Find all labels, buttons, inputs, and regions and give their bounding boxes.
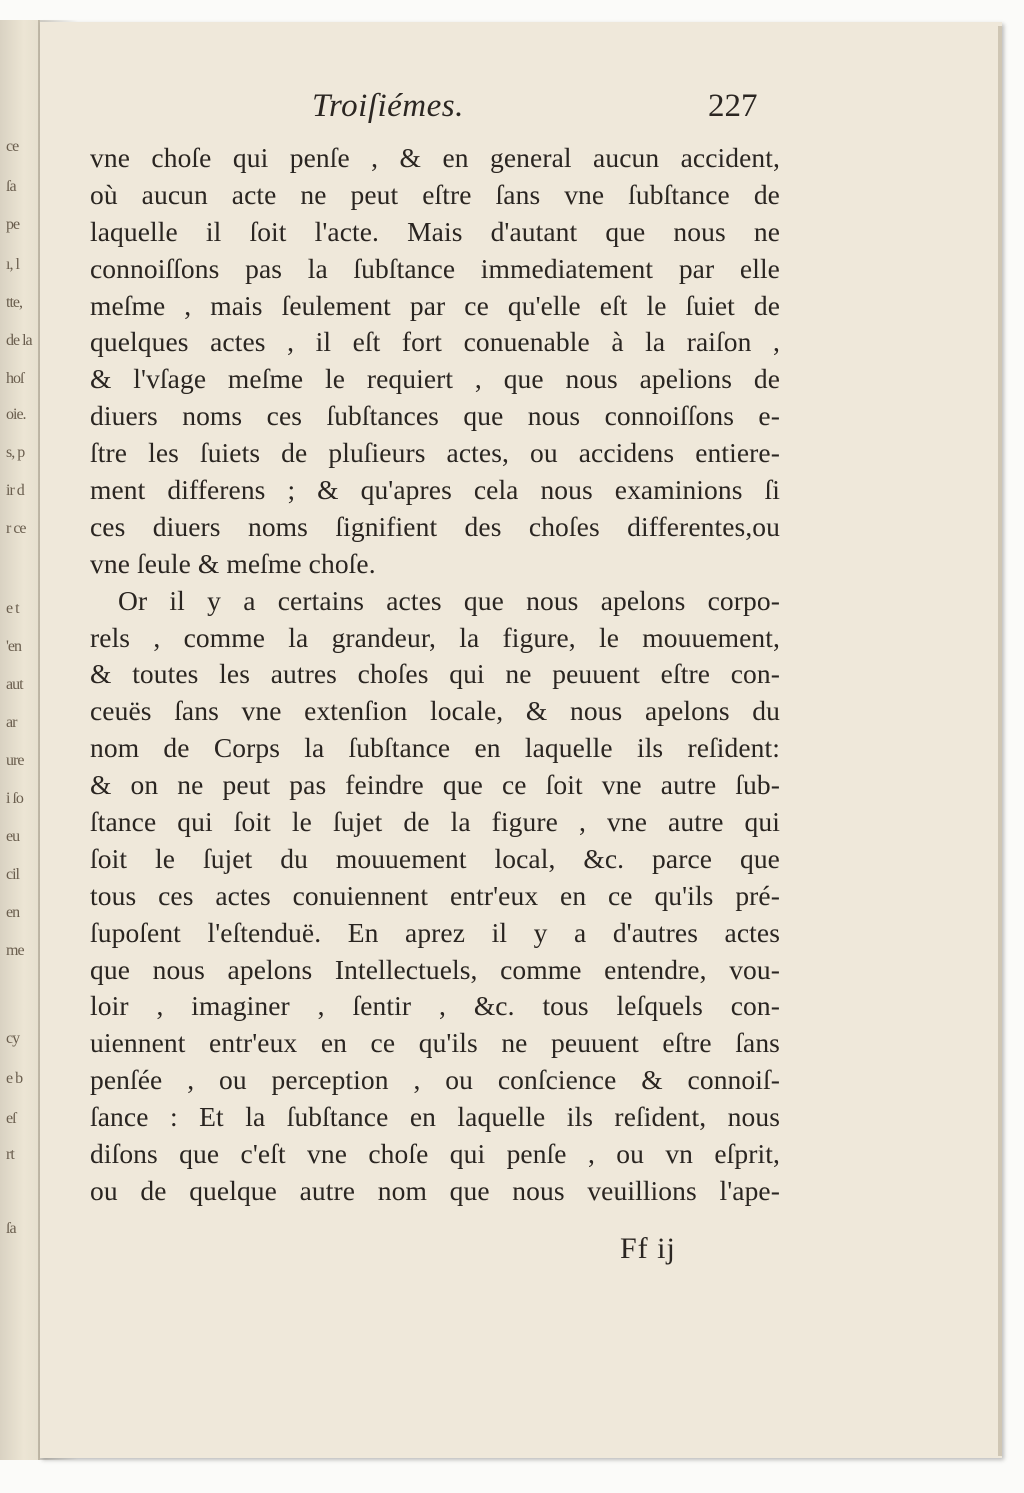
text-line: rels , comme la grandeur, la figure, le mouuement, [90, 621, 780, 653]
text-line: ces diuers noms ſignifient des choſes differentes,ou [90, 510, 780, 542]
text-line: quelques actes , il eſt fort conuenable à la raiſon , [90, 326, 780, 358]
prev-fragment: ir d [6, 482, 24, 499]
text-line: & on ne peut pas feindre que ce ſoit vne autre ſub- [90, 769, 780, 801]
prev-fragment: e t [6, 600, 19, 617]
prev-fragment: rt [6, 1146, 14, 1163]
text-line: Or il y a certains actes que nous apelons corpo- [118, 584, 780, 616]
prev-fragment: ı, l [6, 256, 19, 273]
text-line: nom de Corps la ſubſtance en laquelle ils reſident: [90, 732, 780, 764]
prev-fragment: s, p [6, 444, 25, 461]
text-line: uiennent entr'eux en ce qu'ils ne peuuent eſtre ſans [90, 1027, 780, 1059]
prev-fragment: ure [6, 752, 24, 769]
text-line: penſée , ou perception , ou conſcience & connoiſ- [90, 1064, 780, 1096]
text-line: meſme , mais ſeulement par ce qu'elle eſt le ſuiet de [90, 289, 780, 321]
prev-fragment: ar [6, 714, 17, 731]
text-line: & toutes les autres choſes qui ne peuuent eſtre con- [90, 658, 780, 690]
text-line: diuers noms ces ſubſtances que nous connoiſſons e- [90, 400, 780, 432]
prev-fragment: de la [6, 332, 32, 349]
text-line: ſance : Et la ſubſtance en laquelle ils reſident, nous [90, 1101, 780, 1133]
signature-mark: Ff ij [620, 1232, 676, 1265]
text-line: vne choſe qui penſe , & en general aucun accident, [90, 142, 780, 173]
text-line: ſoit le ſujet du mouuement local, &c. parce que [90, 842, 780, 874]
prev-fragment: i ſo [6, 790, 23, 807]
prev-fragment: cy [6, 1030, 20, 1047]
text-line: ſtre les ſuiets de pluſieurs actes, ou accidens entiere- [90, 437, 780, 469]
text-line: loir , imaginer , ſentir , &c. tous leſquels con- [90, 990, 780, 1022]
prev-fragment: e b [6, 1070, 23, 1087]
prev-fragment: oie. [6, 406, 26, 423]
page-number: 227 [708, 88, 758, 124]
prev-fragment: eu [6, 828, 20, 845]
prev-fragment: eſ [6, 1110, 16, 1127]
prev-fragment: ſa [6, 178, 16, 195]
prev-fragment: r ce [6, 520, 26, 537]
text-line: diſons que c'eſt vne choſe qui penſe , ou vn eſprit, [90, 1138, 780, 1170]
running-title: Troiſiémes. [312, 88, 464, 124]
text-line: tous ces actes conuiennent entr'eux en ce qu'ils pré- [90, 879, 780, 911]
page-edge [998, 26, 1002, 1456]
prev-fragment: 'en [6, 638, 21, 655]
prev-fragment: ce [6, 138, 19, 155]
prev-fragment: en [6, 904, 20, 921]
prev-fragment: tte, [6, 294, 22, 311]
text-line: ceuës ſans vne extenſion locale, & nous apelons du [90, 695, 780, 727]
text-line: ſtance qui ſoit le ſujet de la figure , vne autre qui [90, 806, 780, 838]
prev-fragment: me [6, 942, 24, 959]
prev-fragment: hoſ [6, 370, 24, 387]
text-line: ment differens ; & qu'apres cela nous examinions ſi [90, 474, 780, 506]
text-line: vne ſeule & meſme choſe. [90, 547, 376, 579]
prev-fragment: ſa [6, 1220, 16, 1237]
prev-fragment: pe [6, 216, 20, 233]
text-line: ſupoſent l'eſtenduë. En aprez il y a d'autres actes [90, 916, 780, 948]
previous-page-edge [0, 20, 40, 1460]
text-line: où aucun acte ne peut eſtre ſans vne ſubſtance de [90, 178, 780, 210]
page-header [0, 88, 1024, 138]
prev-fragment: cil [6, 866, 19, 883]
text-line: que nous apelons Intellectuels, comme entendre, vou- [90, 953, 780, 985]
body-text [90, 140, 790, 1210]
text-line: & l'vſage meſme le requiert , que nous apelions de [90, 363, 780, 395]
text-line: ou de quelque autre nom que nous veuillions l'ape- [90, 1174, 780, 1206]
text-line: laquelle il ſoit l'acte. Mais d'autant que nous ne [90, 215, 780, 247]
prev-fragment: aut [6, 676, 23, 693]
text-line: connoiſſons pas la ſubſtance immediatement par elle [90, 252, 780, 284]
